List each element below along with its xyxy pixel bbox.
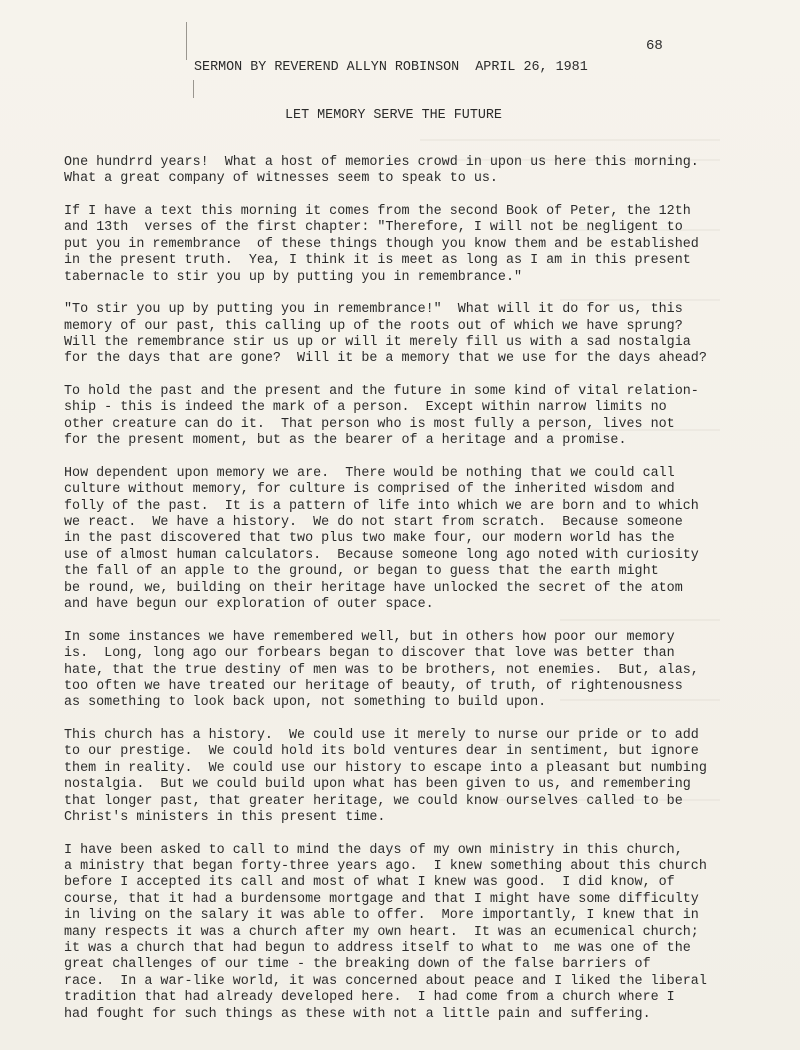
text-line: tradition that had already developed here. I had come from a church where I bbox=[64, 990, 675, 1006]
text-line: One hundrrd years! What a host of memories crowd in upon us here this morning. bbox=[64, 155, 699, 170]
binding-mark-top bbox=[186, 22, 187, 60]
page-number: 68 bbox=[646, 38, 663, 54]
paragraph bbox=[64, 466, 744, 614]
text-line: many respects it was a church after my own heart. It was an ecumenical church; bbox=[64, 924, 699, 940]
text-line: memory of our past, this calling up of the roots out of which we have sprung? bbox=[64, 318, 683, 334]
text-line: before I accepted its call and most of what I knew was good. I did know, of bbox=[64, 875, 675, 891]
text-line: How dependent upon memory we are. There would be nothing that we could call bbox=[64, 465, 675, 481]
text-line: race. In a war-like world, it was concerned about peace and I liked the liberal bbox=[64, 973, 707, 989]
text-line: ship - this is indeed the mark of a person. Except within narrow limits no bbox=[64, 400, 667, 416]
text-line: for the present moment, but as the bearer of a heritage and a promise. bbox=[64, 433, 627, 449]
text-line: tabernacle to stir you up by putting you in remembrance." bbox=[64, 269, 523, 285]
text-line: in the present truth. Yea, I think it is meet as long as I am in this present bbox=[64, 253, 691, 269]
text-line: I have been asked to call to mind the days of my own ministry in this church, bbox=[64, 842, 683, 858]
paragraph bbox=[64, 728, 744, 826]
sermon-body bbox=[64, 155, 744, 1039]
text-line: put you in remembrance of these things though you know them and be established bbox=[64, 236, 699, 252]
text-line: To hold the past and the present and the future in some kind of vital relation- bbox=[64, 384, 699, 400]
paragraph bbox=[64, 630, 744, 712]
text-line: What a great company of witnesses seem to speak to us. bbox=[64, 171, 498, 187]
text-line: course, that it had a burdensome mortgage and that I might have some difficulty bbox=[64, 891, 699, 907]
paragraph bbox=[64, 204, 744, 286]
text-line: be round, we, building on their heritage have unlocked the secret of the atom bbox=[64, 580, 683, 596]
text-line: them in reality. We could use our history to escape into a pleasant but numbing bbox=[64, 760, 707, 776]
paragraph bbox=[64, 843, 744, 1023]
text-line: in living on the salary it was able to offer. More importantly, I knew that in bbox=[64, 908, 699, 924]
text-line: nostalgia. But we could build upon what has been given to us, and remembering bbox=[64, 777, 691, 793]
text-line: that longer past, that greater heritage, we could know ourselves called to be bbox=[64, 793, 683, 809]
text-line: In some instances we have remembered well, but in others how poor our memory bbox=[64, 629, 675, 645]
text-line: folly of the past. It is a pattern of life into which we are born and to which bbox=[64, 498, 699, 514]
text-line: culture without memory, for culture is comprised of the inherited wisdom and bbox=[64, 482, 675, 498]
text-line: Christ's ministers in this present time. bbox=[64, 809, 386, 825]
text-line: and 13th verses of the first chapter: "Therefore, I will not be negligent to bbox=[64, 220, 683, 236]
text-line: great challenges of our time - the breaking down of the false barriers of bbox=[64, 957, 651, 973]
text-line: we react. We have a history. We do not start from scratch. Because someone bbox=[64, 515, 683, 531]
text-line: to our prestige. We could hold its bold ventures dear in sentiment, but ignore bbox=[64, 744, 699, 760]
text-line: a ministry that began forty-three years ago. I knew something about this church bbox=[64, 858, 707, 874]
binding-mark-bottom bbox=[193, 80, 194, 98]
text-line: "To stir you up by putting you in remembrance!" What will it do for us, this bbox=[64, 302, 683, 318]
text-line: hate, that the true destiny of men was to be brothers, not enemies. But, alas, bbox=[64, 662, 699, 678]
text-line: This church has a history. We could use it merely to nurse our pride or to add bbox=[64, 727, 699, 743]
text-line: it was a church that had begun to address itself to what to me was one of the bbox=[64, 940, 691, 956]
text-line: in the past discovered that two plus two make four, our modern world has the bbox=[64, 531, 675, 547]
sermon-title: LET MEMORY SERVE THE FUTURE bbox=[285, 108, 502, 123]
text-line: is. Long, long ago our forbears began to discover that love was better than bbox=[64, 646, 675, 662]
text-line: other creature can do it. That person who is most fully a person, lives not bbox=[64, 416, 675, 432]
text-line: for the days that are gone? Will it be a memory that we use for the days ahead? bbox=[64, 351, 707, 367]
text-line: If I have a text this morning it comes from the second Book of Peter, the 12th bbox=[64, 204, 691, 219]
text-line: use of almost human calculators. Because someone long ago noted with curiosity bbox=[64, 547, 699, 563]
paragraph bbox=[64, 302, 744, 368]
text-line: Will the remembrance stir us up or will it merely fill us with a sad nostalgia bbox=[64, 335, 691, 351]
text-line: too often we have treated our heritage of beauty, of truth, of rightenousness bbox=[64, 678, 683, 694]
paragraph bbox=[64, 384, 744, 450]
text-line: had fought for such things as these with not a little pain and suffering. bbox=[64, 1006, 651, 1022]
text-line: as something to look back upon, not something to build upon. bbox=[64, 695, 547, 711]
text-line: and have begun our exploration of outer space. bbox=[64, 597, 434, 613]
sermon-header: SERMON BY REVEREND ALLYN ROBINSON APRIL 26, 1981 bbox=[194, 60, 588, 75]
text-line: the fall of an apple to the ground, or began to guess that the earth might bbox=[64, 564, 659, 580]
paragraph bbox=[64, 155, 744, 188]
